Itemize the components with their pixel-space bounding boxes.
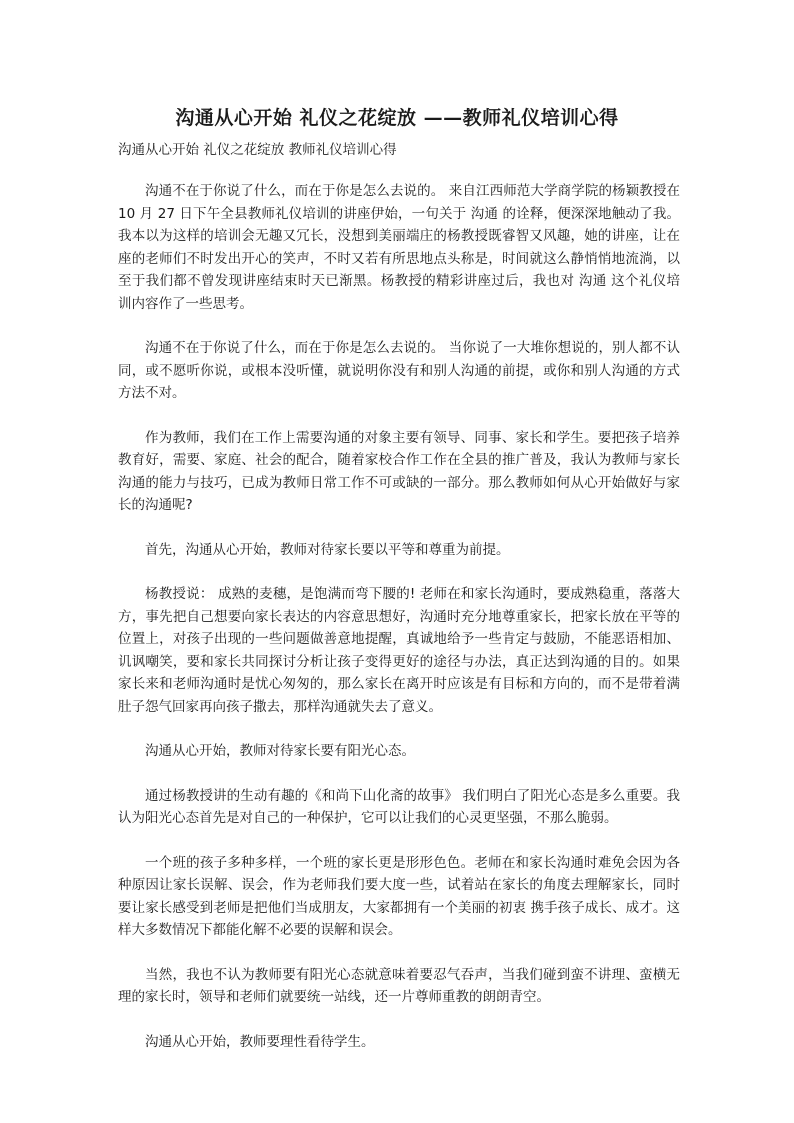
document-body: [118, 180, 680, 1075]
paragraph: 当然，我也不认为教师要有阳光心态就意味着要忍气吞声，当我们碰到蛮不讲理、蛮横无理的家长时，领导和老师们就要统一站线，还一片尊师重教的朗朗青空。: [118, 966, 680, 1005]
paragraph: 作为教师，我们在工作上需要沟通的对象主要有领导、同事、家长和学生。要把孩子培养教育好，需要、家庭、社会的配合，随着家校合作工作在全县的推广普及，我认为教师与家长沟通的能力与技巧，已成为教师日常工作不可或缺的一部分。那么教师如何从心开始做好与家长的沟通呢?: [118, 429, 680, 513]
document-subtitle: 沟通从心开始 礼仪之花绽放 教师礼仪培训心得: [118, 142, 397, 158]
paragraph: 一个班的孩子多种多样，一个班的家长更是形形色色。老师在和家长沟通时难免会因为各种原因让家长误解、误会，作为老师我们要大度一些，试着站在家长的角度去理解家长，同时要让家长感受到老师是把他们当成朋友，大家都拥有一个美丽的初衷 携手孩子成长、成才。这样大多数情况下都能化解不必要的误解和误会。: [118, 854, 680, 938]
paragraph: 沟通从心开始，教师对待家长要有阳光心态。: [145, 743, 415, 759]
paragraph: 沟通不在于你说了什么，而在于你是怎么去说的。 当你说了一大堆你想说的，别人都不认同，或不愿听你说，或根本没听懂，就说明你没有和别人沟通的前提，或你和别人沟通的方式方法不对。: [118, 340, 680, 401]
paragraph: 首先，沟通从心开始，教师对待家长要以平等和尊重为前提。: [145, 541, 510, 558]
paragraph: 杨教授说： 成熟的麦穗，是饱满而弯下腰的! 老师在和家长沟通时，要成熟稳重，落落大方，事先把自己想要向家长表达的内容意思想好，沟通时充分地尊重家长，把家长放在平等的位置上，对孩子出现的一些问题做善意地提醒，真诚地给予一些肯定与鼓励，不能恶语相加、讥讽嘲笑，要和家长共同探讨分析让孩子变得更好的途径与办法，真正达到沟通的目的。如果家长来和老师沟通时是忧心匆匆的，那么家长在离开时应该是有目标和方向的，而不是带着满肚子怨气回家再向孩子撒去，那样沟通就失去了意义。: [118, 586, 680, 715]
document-title: 沟通从心开始 礼仪之花绽放 ——教师礼仪培训心得: [175, 107, 619, 129]
paragraph: 通过杨教授讲的生动有趣的《和尚下山化斋的故事》 我们明白了阳光心态是多么重要。我认为阳光心态首先是对自己的一种保护，它可以让我们的心灵更坚强，不那么脆弱。: [118, 787, 680, 826]
paragraph: 沟通从心开始，教师要理性看待学生。: [145, 1033, 375, 1050]
paragraph: 沟通不在于你说了什么，而在于你是怎么去说的。 来自江西师范大学商学院的杨颖教授在 10 月 27 日下午全县教师礼仪培训的讲座伊始，一句关于 沟通 的诠释，便深深地触动了我。我本以为这样的培训会无趣又冗长，没想到美丽端庄的杨教授既睿智又风趣，她的讲座，让在座的老师们不时发出开心的笑声，不时又若有所思地点头称是，时间就这么静悄悄地流淌，以至于我们都不曾发现讲座结束时天已渐黑。杨教授的精彩讲座过后，我也对 沟通 这个礼仪培训内容作了一些思考。: [118, 183, 680, 312]
